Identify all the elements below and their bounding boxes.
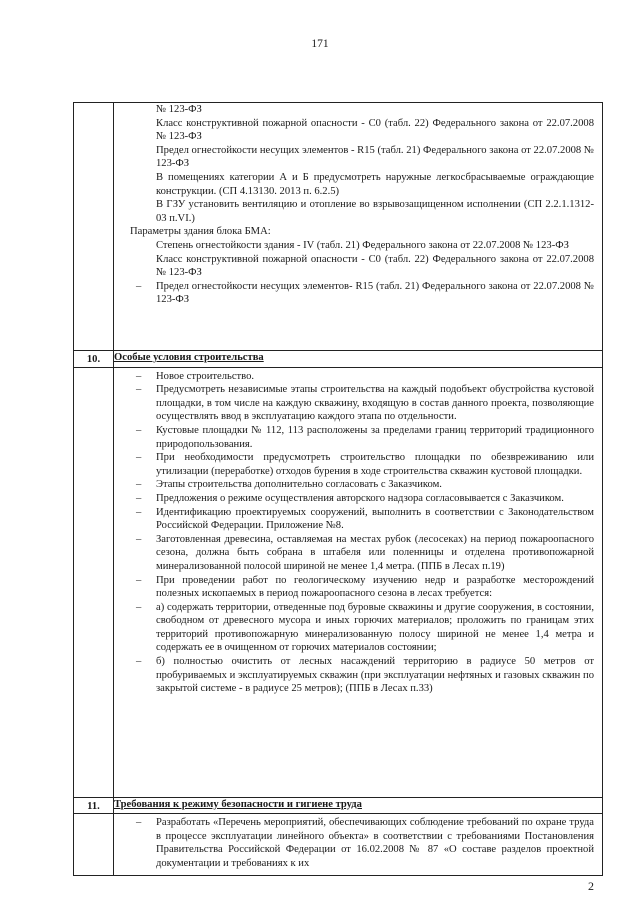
dash-bullet: – (136, 479, 142, 491)
section-title: Особые условия строительства (114, 351, 603, 368)
table-row-section-11-header (74, 797, 603, 814)
list-item (122, 492, 594, 506)
list-item (122, 171, 594, 198)
content-cell (114, 814, 603, 875)
list-item (122, 370, 594, 384)
list-item (122, 655, 594, 696)
table-row-continued (74, 103, 603, 351)
list-item-text: Новое строительство. (156, 370, 255, 382)
corner-mark: 2 (588, 879, 594, 893)
dash-bullet: – (136, 452, 142, 464)
dash-bullet: – (136, 817, 142, 829)
dash-bullet: – (136, 370, 142, 382)
dash-bullet: – (136, 384, 142, 396)
dash-bullet: – (136, 601, 142, 613)
list-item (122, 253, 594, 280)
list-item-text: а) содержать территории, отведенные под буровые скважины и другие сооружения, в состоянии, свободном от древесного мусора и иных горючих материалов; проложить по границам этих территорий противопожарную минерализованную полосу шириной не менее 1,4 метра и содержать ее в очищенном от горючих материалов состоянии; (156, 601, 594, 654)
dash-bullet: – (136, 492, 142, 504)
table-row-section-10-header (74, 351, 603, 368)
list-item-text: При необходимости предусмотреть строительство площадки по обезвреживанию или утилизации (переработке) отходов бурения в ходе строительства скважин кустовой площадки. (156, 452, 594, 477)
dash-bullet: – (136, 424, 142, 436)
list-item (122, 533, 594, 574)
list-item-text: Степень огнестойкости здания - IV (табл. 21) Федерального закона от 22.07.2008 № 123-ФЗ (156, 239, 569, 251)
dash-bullet: – (136, 533, 142, 545)
bma-params-heading: Параметры здания блока БМА: (130, 226, 271, 238)
list-item-text: При проведении работ по геологическому изучению недр и разработке месторождений полезных ископаемых в период пожароопасного сезона в лесах требуется: (156, 574, 594, 600)
number-cell-empty (74, 367, 114, 797)
list-item (122, 451, 594, 478)
list-item (122, 816, 594, 870)
dash-bullet: – (136, 574, 142, 586)
list-item (122, 601, 594, 655)
list-item-text: Заготовленная древесина, оставляемая на местах рубок (лесосеках) на период пожароопасного сезона, должна быть собрана в штабеля или поленницы и отделена противопожарной минерализованной полосой шириной не менее 1,4 метра. (ППБ в Лесах п.19) (156, 533, 594, 572)
requirements-table (73, 102, 603, 876)
construction-conditions-list (114, 368, 602, 700)
list-item (122, 424, 594, 451)
section-title: Требования к режиму безопасности и гигиене труда (114, 797, 603, 814)
list-item (122, 478, 594, 492)
list-item (122, 144, 594, 171)
table-row-section-11-body (74, 814, 603, 875)
list-item (122, 117, 594, 144)
number-cell-empty (74, 814, 114, 875)
list-item (122, 280, 594, 307)
list-item-text: Предел огнестойкости несущих элементов - R15 (табл. 21) Федерального закона от 22.07.2008 № 123-ФЗ (156, 144, 594, 170)
table-row-section-10-body (74, 367, 603, 797)
list-item-text: № 123-ФЗ (156, 104, 202, 115)
page-number: 171 (311, 38, 329, 50)
list-item-text: Предусмотреть независимые этапы строительства на каждый подобъект обустройства кустовой площадки, в том числе на каждую скважину, входящую в состав данного проекта, позволяющие осуществлять ввод в эксплуатацию каждого этапа по отдельности. (156, 384, 594, 423)
content-cell (114, 367, 603, 797)
dash-bullet: – (136, 280, 142, 292)
list-item (122, 103, 594, 117)
bma-params-list (122, 239, 594, 307)
list-item (122, 239, 594, 253)
section-number: 11. (74, 797, 114, 814)
list-item-text: Этапы строительства дополнительно согласовать с Заказчиком. (156, 479, 442, 491)
list-item-text: б) полностью очистить от лесных насаждений территорию в радиусе 50 метров от пробуриваемых и эксплуатируемых скважин (при эксплуатации нефтяных и газовых скважин по закрытой системе - в радиусе 25 метров); (ППБ в Лесах п.33) (156, 656, 594, 695)
list-item-text: Предложения о режиме осуществления авторского надзора согласовывается с Заказчиком. (156, 492, 564, 504)
section-number: 10. (74, 351, 114, 368)
list-item-text: Класс конструктивной пожарной опасности - С0 (табл. 22) Федерального закона от 22.07.2008 № 123-ФЗ (156, 253, 594, 279)
fire-safety-params (122, 103, 594, 225)
dash-bullet: – (136, 656, 142, 668)
list-item-text: Идентификацию проектируемых сооружений, выполнить в соответствии с Законодательством Российской Федерации. Приложение №8. (156, 506, 594, 532)
list-item (122, 506, 594, 533)
list-item-text: В помещениях категории А и Б предусмотреть наружные легкосбрасываемые ограждающие конструкции. (СП 4.13130. 2013 п. 6.2.5) (156, 171, 594, 197)
list-item (122, 198, 594, 225)
list-item-text: Класс конструктивной пожарной опасности - С0 (табл. 22) Федерального закона от 22.07.2008 № 123-ФЗ (156, 117, 594, 143)
list-item-text: Кустовые площадки № 112, 113 расположены за пределами границ территорий традиционного природопользования. (156, 424, 594, 450)
list-item (122, 574, 594, 601)
list-item (122, 383, 594, 424)
number-cell-empty (74, 103, 114, 351)
content-cell (114, 103, 603, 351)
safety-requirements-list (114, 814, 602, 874)
list-item-text: В ГЗУ установить вентиляцию и отопление во взрывозащищенном исполнении (СП 2.2.1.1312-03 п.VI.) (156, 199, 594, 224)
list-item-text: Предел огнестойкости несущих элементов- R15 (табл. 21) Федерального закона от 22.07.2008 № 123-ФЗ (156, 280, 594, 306)
dash-bullet: – (136, 506, 142, 518)
list-item-text: Разработать «Перечень мероприятий, обеспечивающих соблюдение требований по охране труда в процессе эксплуатации линейного объекта» в соответствии с требованиями Постановления Правительства Российской Федерации от 16.02.2008 № 87 «О составе разделов проектной документации и требованиях к их (156, 817, 594, 869)
